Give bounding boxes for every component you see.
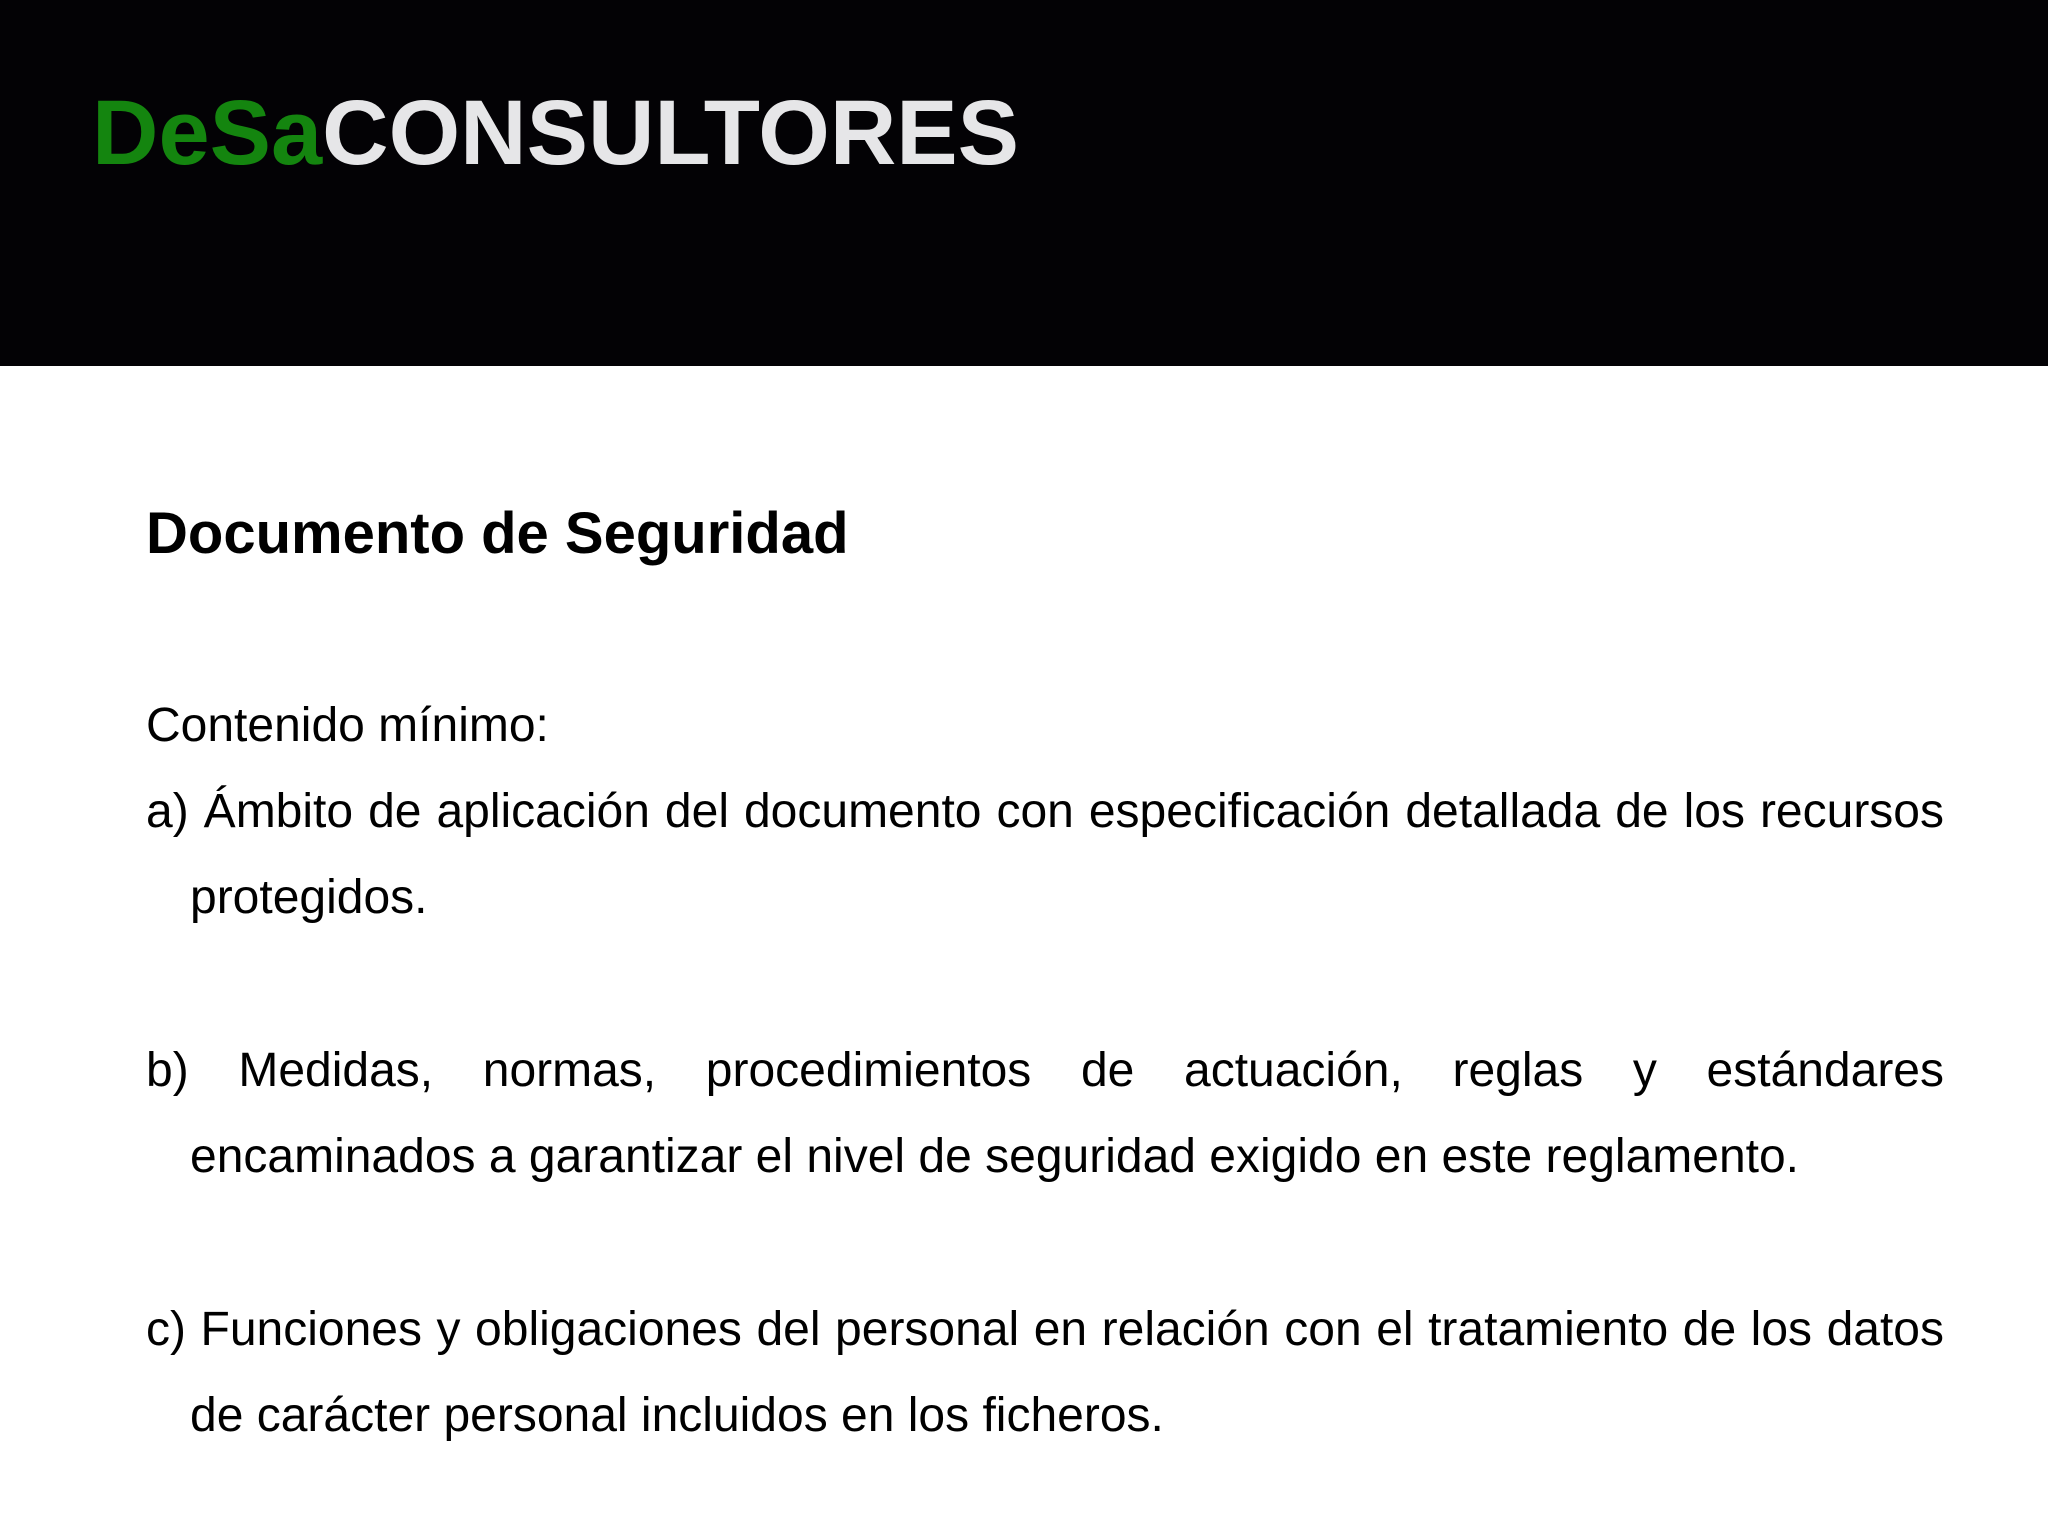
- brand-logo: [92, 78, 1019, 188]
- brand-name: CONSULTORES: [322, 82, 1020, 184]
- list-item: b) Medidas, normas, procedimientos de actuación, reglas y estándares encaminados a garantizar el nivel de seguridad exigido en este reglamento.: [146, 1044, 1944, 1183]
- intro-text: Contenido mínimo:: [146, 699, 549, 752]
- list-item: a) Ámbito de aplicación del documento con especificación detallada de los recursos protegidos.: [146, 785, 1944, 924]
- slide-content: [146, 500, 1944, 1442]
- slide-title: Documento de Seguridad: [146, 501, 849, 566]
- list-item: c) Funciones y obligaciones del personal en relación con el tratamiento de los datos de carácter personal incluidos en los ficheros.: [146, 1303, 1944, 1442]
- brand-accent: DeSa: [92, 82, 323, 184]
- header-band: [0, 0, 2048, 366]
